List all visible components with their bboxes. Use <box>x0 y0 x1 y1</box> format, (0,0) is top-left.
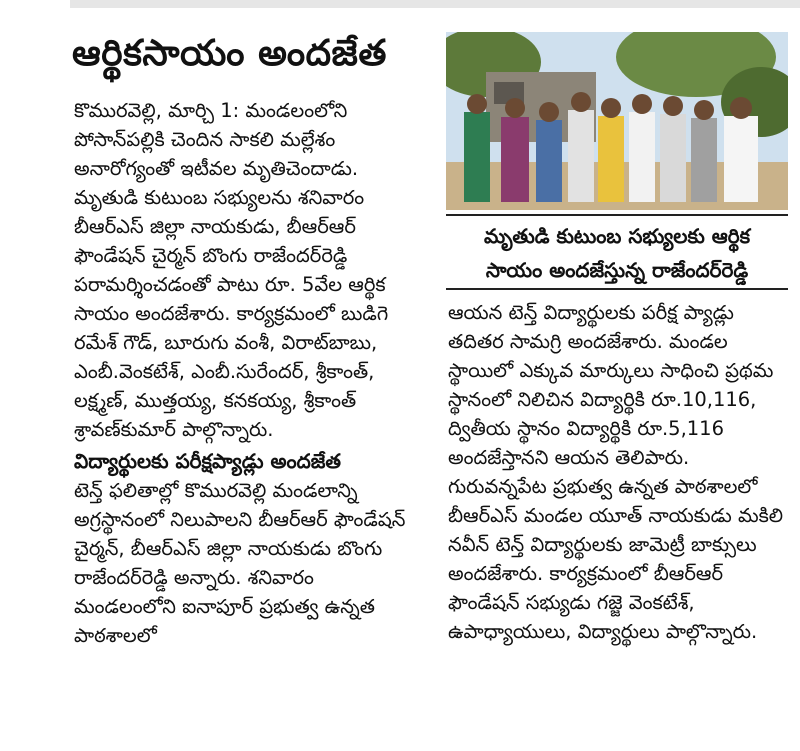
left-paragraph-2: టెన్త్ ఫలితాల్లో కొమురవెల్లి మండలాన్ని అగ్రస్థానంలో నిలుపాలని బీఆర్‌ఆర్ ఫౌండేషన్ చైర్మన్, బీఆర్‌ఎస్ జిల్లా నాయకుడు బొంగు రాజేందర్‌రెడ్డి అన్నారు. శనివారం మండలంలోని ఐనాపూర్ ప్రభుత్వ ఉన్నత పాఠశాలలో <box>74 479 406 647</box>
left-paragraph-1: కొమురవెల్లి, మార్చి 1: మండలంలోని పోసాన్‌పల్లికి చెందిన సాకలి మల్లేశం అనారోగ్యంతో ఇటీవల మృతిచెందాడు. మృతుడి కుటుంబ సభ్యులను శనివారం బీఆర్‌ఎస్ జిల్లా నాయకుడు, బీఆర్‌ఆర్ ఫౌండేషన్ చైర్మన్ బొంగు రాజేందర్‌రెడ్డి పరామర్శించడంతో పాటు రూ. 5వేల ఆర్థిక సాయం అందజేశారు. కార్యక్రమంలో బుడిగె రమేశ్ గౌడ్, బూరుగు వంశీ, విరాట్‌బాబు, ఎంబీ.వెంకటేశ్, ఎంబీ.సురేందర్, శ్రీకాంత్, లక్ష్మణ్, ముత్తయ్య, కనకయ్య, శ్రీకాంత్ శ్రావణ్‌కుమార్ పాల్గొన్నారు. <box>74 99 389 441</box>
left-column <box>74 96 420 650</box>
photo-group-of-people <box>446 32 788 210</box>
news-photo <box>446 32 788 210</box>
caption-line-1: మృతుడి కుటుంబ సభ్యులకు ఆర్థిక <box>483 224 751 248</box>
article-subheading: విద్యార్థులకు పరీక్షప్యాడ్లు అందజేత <box>74 449 341 473</box>
photo-caption <box>446 214 788 290</box>
right-paragraph-1: ఆయన టెన్త్ విద్యార్థులకు పరీక్ష ప్యాడ్లు తదితర సామగ్రి అందజేశారు. మండల స్థాయిలో ఎక్కువ మార్కులు సాధించి ప్రథమ స్థానంలో నిలిచిన విద్యార్థికి రూ.10,116, ద్వితీయ స్థానం విద్యార్థికి రూ.5,116 అందజేస్తానని ఆయన తెలిపారు. గురువన్నపేట ప్రభుత్వ ఉన్నత పాఠశాలలో బీఆర్‌ఎస్ మండల యూత్ నాయకుడు మకిలి నవీన్ టెన్త్ విద్యార్థులకు జామెట్రీ బాక్సులు అందజేశారు. కార్యక్రమంలో బీఆర్‌ఆర్ ఫౌండేషన్ సభ్యుడు గజ్జె వెంకటేశ్, ఉపాధ్యాయులు, విద్యార్థులు పాల్గొన్నారు. <box>448 301 784 643</box>
caption-line-2: సాయం అందజేస్తున్న రాజేందర్‌రెడ్డి <box>485 258 749 282</box>
article-headline: ఆర్థికసాయం అందజేత <box>72 33 387 74</box>
top-gray-bar <box>70 0 800 8</box>
right-column <box>448 298 790 646</box>
